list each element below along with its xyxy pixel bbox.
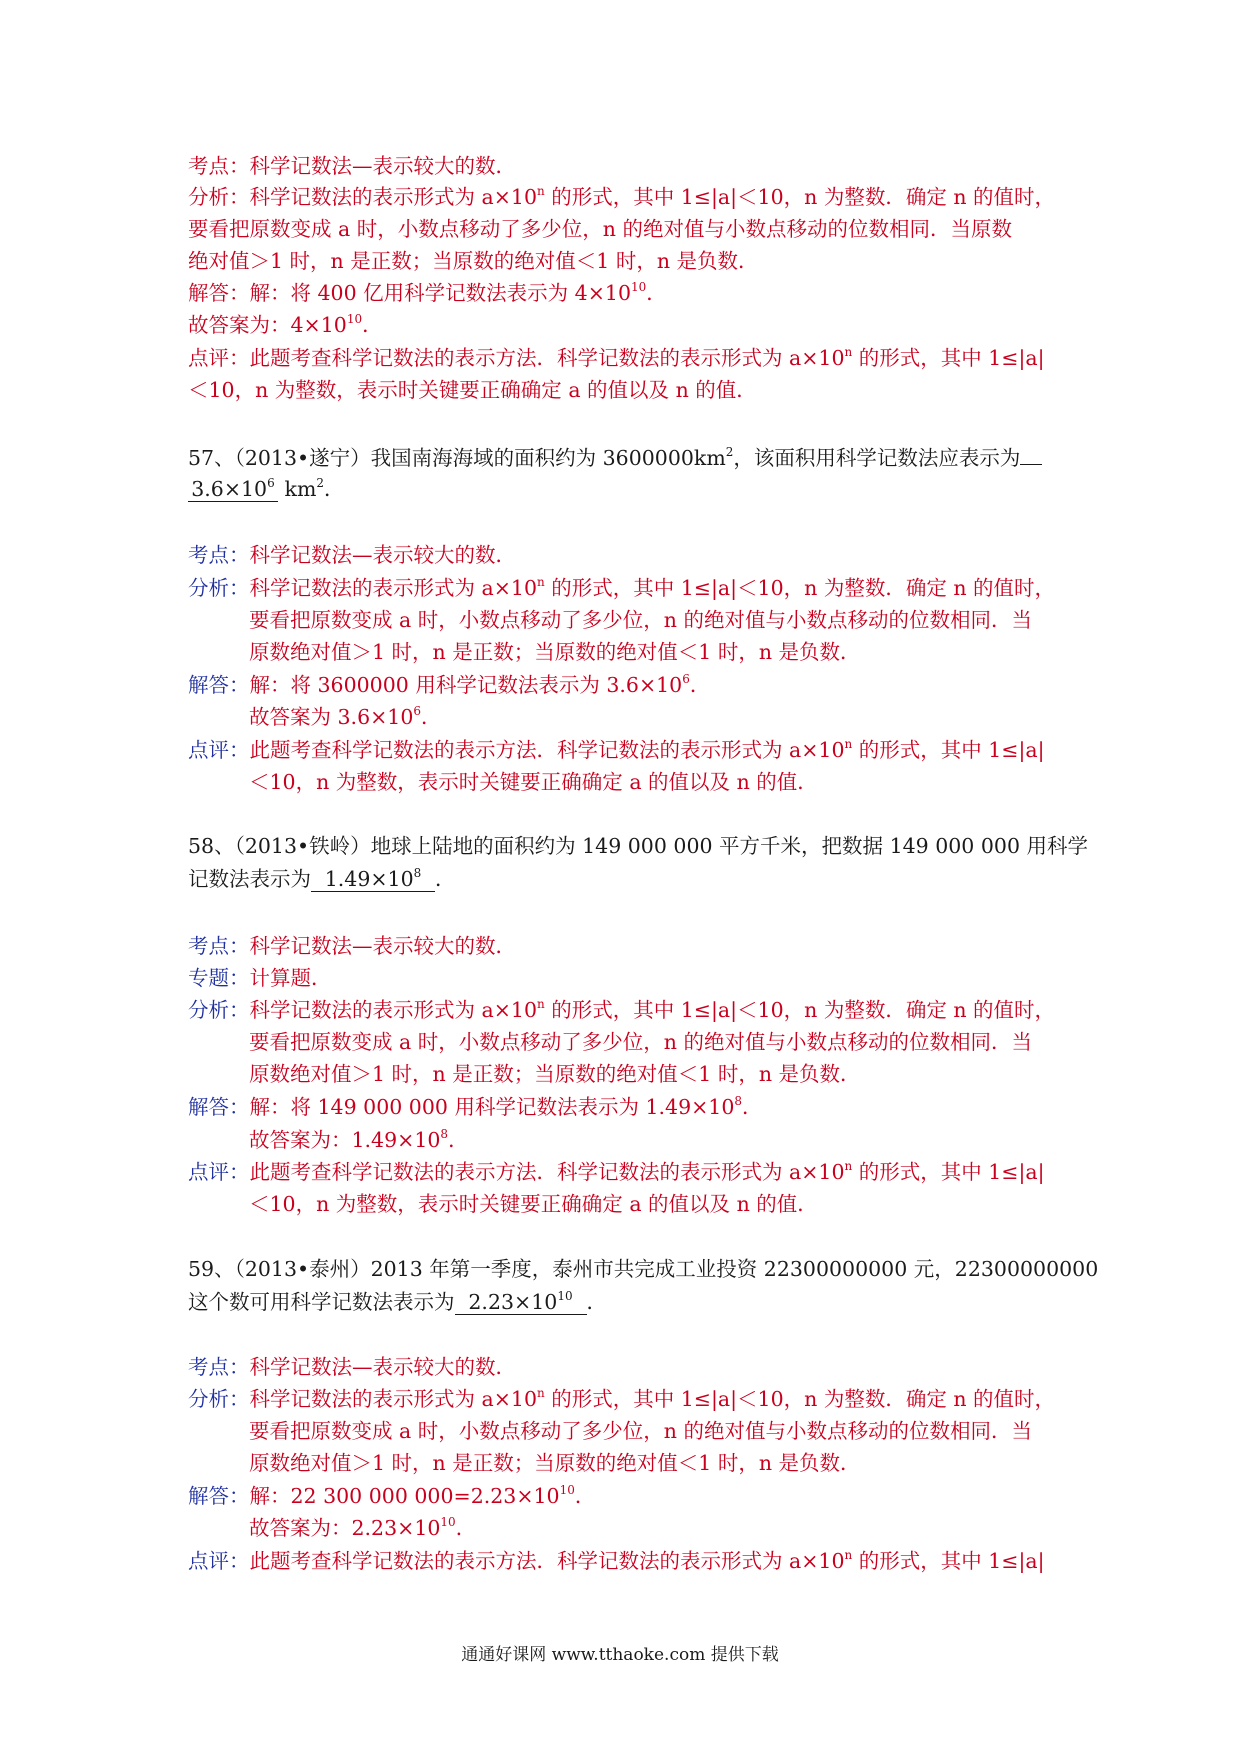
q58-stem-line-2: 记数法表示为 $1.49\times 10^8$ ． <box>188 866 456 891</box>
q57-fenxi-line-2: 要看把原数变成 a 时，小数点移动了多少位，n 的绝对值与小数点移动的位数相同．当 <box>249 608 1032 632</box>
q58-jieda: 解答：解：将 149 000 000 用科学记数法表示为 $1.49\times 10^8$． <box>188 1094 763 1119</box>
q58-answer: $1.49\times 10^8$ <box>311 868 435 892</box>
q59-dianping-line-1: 点评：此题考查科学记数法的表示方法．科学记数法的表示形式为 $a\times 10^n$ 的形式，其中 1≤|a| <box>188 1548 1045 1573</box>
q57-stem-line-2: $3.6\times 10^6$ $km^2$． <box>188 478 345 502</box>
q57-fenxi-line-3: 原数绝对值＞1 时，n 是正数；当原数的绝对值＜1 时，n 是负数． <box>249 640 861 664</box>
q57-answer-line: 故答案为 $3.6\times 10^6$． <box>249 704 442 729</box>
q58-fenxi-line-1: 分析：科学记数法的表示形式为 $a\times 10^n$ 的形式，其中 1≤|a|＜10，n 为整数．确定 n 的值时， <box>188 997 1056 1022</box>
prev-kaodian: 考点：科学记数法—表示较大的数． <box>188 154 516 178</box>
q58-fenxi-line-2: 要看把原数变成 a 时，小数点移动了多少位，n 的绝对值与小数点移动的位数相同．当 <box>249 1030 1032 1054</box>
q58-answer-line: 故答案为：$1.49\times 10^8$． <box>249 1127 469 1152</box>
q59-stem-line-2: 这个数可用科学记数法表示为 $2.23\times 10^{10}$ ． <box>188 1289 607 1314</box>
prev-fenxi-line-3: 绝对值＞1 时，n 是正数；当原数的绝对值＜1 时，n 是负数． <box>188 249 759 273</box>
q57-jieda: 解答：解：将 3600000 用科学记数法表示为 $3.6\times 10^6$． <box>188 672 711 697</box>
page-footer: 通通好课网 www.tthaoke.com 提供下载 <box>461 1645 779 1665</box>
prev-fenxi-line-1: 分析：科学记数法的表示形式为 $a\times 10^n$ 的形式，其中 1≤|a|＜10，n 为整数．确定 n 的值时， <box>188 184 1056 209</box>
q59-fenxi-line-2: 要看把原数变成 a 时，小数点移动了多少位，n 的绝对值与小数点移动的位数相同．当 <box>249 1419 1032 1443</box>
q59-answer: $2.23\times 10^{10}$ <box>455 1291 587 1315</box>
q59-jieda: 解答：解：22 300 000 $000=2.23\times 10^{10}$． <box>188 1483 596 1508</box>
q58-zhuanti: 专题：计算题． <box>188 966 332 990</box>
q59-fenxi-line-3: 原数绝对值＞1 时，n 是正数；当原数的绝对值＜1 时，n 是负数． <box>249 1451 861 1475</box>
prev-answer: 故答案为：$4\times 10^{10}$． <box>188 312 383 337</box>
q58-stem-line-1: 58、（2013•铁岭）地球上陆地的面积约为 149 000 000 平方千米，把数据 149 000 000 用科学 <box>188 834 1088 858</box>
prev-fenxi-line-2: 要看把原数变成 a 时，小数点移动了多少位，n 的绝对值与小数点移动的位数相同．当原数 <box>188 217 1012 241</box>
prev-dianping-line-1: 点评：此题考查科学记数法的表示方法．科学记数法的表示形式为 $a\times 10^n$ 的形式，其中 1≤|a| <box>188 345 1045 370</box>
q57-stem-line-1: 57、（2013•遂宁）我国南海海域的面积约为 $3600000km^2$，该面积用科学记数法应表示为 <box>188 446 1042 469</box>
q59-answer-line: 故答案为：$2.23\times 10^{10}$． <box>249 1515 477 1540</box>
q58-dianping-line-2: ＜10，n 为整数，表示时关键要正确确定 a 的值以及 n 的值． <box>249 1192 818 1216</box>
q59-fenxi-line-1: 分析：科学记数法的表示形式为 $a\times 10^n$ 的形式，其中 1≤|a|＜10，n 为整数．确定 n 的值时， <box>188 1386 1056 1411</box>
q57-fenxi-line-1: 分析：科学记数法的表示形式为 $a\times 10^n$ 的形式，其中 1≤|a|＜10，n 为整数．确定 n 的值时， <box>188 575 1056 600</box>
q57-answer-blank-start <box>1020 446 1042 465</box>
q58-dianping-line-1: 点评：此题考查科学记数法的表示方法．科学记数法的表示形式为 $a\times 10^n$ 的形式，其中 1≤|a| <box>188 1159 1045 1184</box>
q59-kaodian: 考点：科学记数法—表示较大的数． <box>188 1355 516 1379</box>
q57-dianping-line-1: 点评：此题考查科学记数法的表示方法．科学记数法的表示形式为 $a\times 10^n$ 的形式，其中 1≤|a| <box>188 737 1045 762</box>
prev-dianping-line-2: ＜10，n 为整数，表示时关键要正确确定 a 的值以及 n 的值． <box>188 378 757 402</box>
q58-kaodian: 考点：科学记数法—表示较大的数． <box>188 934 516 958</box>
q58-fenxi-line-3: 原数绝对值＞1 时，n 是正数；当原数的绝对值＜1 时，n 是负数． <box>249 1062 861 1086</box>
q57-answer: $3.6\times 10^6$ <box>188 478 278 502</box>
prev-jieda: 解答：解：将 400 亿用科学记数法表示为 $4\times 10^{10}$． <box>188 280 667 305</box>
q57-kaodian: 考点：科学记数法—表示较大的数． <box>188 543 516 567</box>
q57-dianping-line-2: ＜10，n 为整数，表示时关键要正确确定 a 的值以及 n 的值． <box>249 770 818 794</box>
q59-stem-line-1: 59、（2013•泰州）2013 年第一季度，泰州市共完成工业投资 22300000000 元，22300000000 <box>188 1257 1099 1281</box>
